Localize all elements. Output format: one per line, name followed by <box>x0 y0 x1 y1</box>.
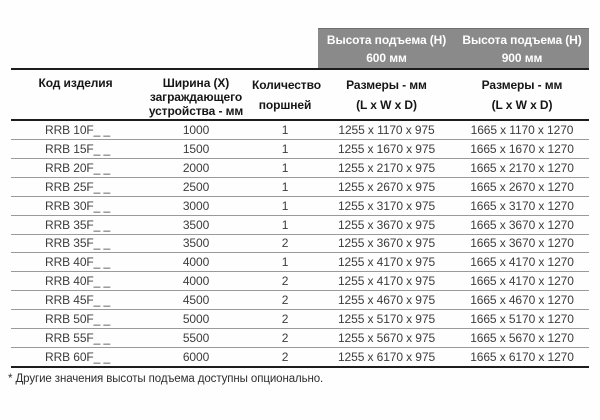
table-row <box>11 140 589 159</box>
cell-piston-count: 2 <box>281 331 289 346</box>
lift-height-900-value: 900 мм <box>501 50 543 65</box>
column-header-pistons <box>252 70 321 119</box>
table-row <box>11 178 589 197</box>
cell-barrier-width: 3500 <box>182 236 210 251</box>
table-row <box>11 291 589 310</box>
cell-dimensions-600: 1255 x 5170 x 975 <box>337 312 436 327</box>
column-header-row <box>11 70 589 119</box>
cell-dimensions-900: 1665 x 1170 x 1270 <box>470 122 574 137</box>
cell-product-code: RRB 40F_ _ <box>45 274 111 289</box>
column-header-width <box>140 70 252 119</box>
lift-height-band <box>11 28 589 68</box>
cell-product-code: RRB 20F_ _ <box>45 160 111 175</box>
cell-product-code: RRB 45F_ _ <box>45 293 111 308</box>
header-line: Размеры - мм <box>481 78 563 92</box>
cell-dimensions-900: 1665 x 4170 x 1270 <box>470 255 574 270</box>
cell-barrier-width: 6000 <box>182 350 210 365</box>
cell-barrier-width: 2500 <box>182 179 210 194</box>
cell-dimensions-600: 1255 x 4670 x 975 <box>337 293 436 308</box>
column-header-dims-600 <box>318 70 455 119</box>
cell-dimensions-900: 1665 x 5670 x 1270 <box>470 331 574 346</box>
divider-bottom <box>11 366 589 368</box>
cell-product-code: RRB 15F_ _ <box>45 141 111 156</box>
cell-dimensions-600: 1255 x 2170 x 975 <box>337 160 436 175</box>
cell-dimensions-900: 1665 x 3670 x 1270 <box>470 217 574 232</box>
cell-dimensions-600: 1255 x 6170 x 975 <box>337 350 436 365</box>
column-header-code: Код изделия <box>38 76 113 90</box>
cell-dimensions-600: 1255 x 3670 x 975 <box>337 217 436 232</box>
cell-product-code: RRB 30F_ _ <box>45 198 111 213</box>
cell-product-code: RRB 35F_ _ <box>45 217 111 232</box>
cell-barrier-width: 1500 <box>182 141 210 156</box>
cell-piston-count: 1 <box>281 255 289 270</box>
header-line: Размеры - мм <box>346 78 427 92</box>
header-line: Количество <box>252 78 321 92</box>
table-row <box>11 272 589 291</box>
cell-piston-count: 2 <box>281 350 289 365</box>
cell-dimensions-900: 1665 x 3170 x 1270 <box>470 198 574 213</box>
cell-dimensions-900: 1665 x 2170 x 1270 <box>470 160 574 175</box>
cell-dimensions-900: 1665 x 6170 x 1270 <box>470 350 574 365</box>
cell-product-code: RRB 35F_ _ <box>45 236 111 251</box>
cell-dimensions-600: 1255 x 4170 x 975 <box>337 274 436 289</box>
cell-dimensions-600: 1255 x 3170 x 975 <box>337 198 436 213</box>
lift-height-600-value: 600 мм <box>366 50 407 65</box>
cell-barrier-width: 3000 <box>182 198 210 213</box>
cell-barrier-width: 1000 <box>182 122 210 137</box>
cell-piston-count: 1 <box>281 217 289 232</box>
table-row <box>11 310 589 329</box>
cell-dimensions-600: 1255 x 5670 x 975 <box>337 331 436 346</box>
cell-dimensions-600: 1255 x 1670 x 975 <box>337 141 436 156</box>
header-line: устройства - мм <box>148 104 244 118</box>
cell-piston-count: 2 <box>281 293 289 308</box>
cell-dimensions-600: 1255 x 2670 x 975 <box>337 179 436 194</box>
cell-dimensions-600: 1255 x 3670 x 975 <box>337 236 436 251</box>
header-line: поршней <box>258 98 312 112</box>
cell-piston-count: 1 <box>281 179 289 194</box>
cell-piston-count: 1 <box>281 160 289 175</box>
table-row <box>11 159 589 178</box>
lift-height-600-title: Высота подъема (H) <box>326 32 447 47</box>
header-line: заграждающего <box>149 90 243 104</box>
table-row <box>11 216 589 235</box>
band-spacer <box>11 28 318 68</box>
cell-dimensions-600: 1255 x 4170 x 975 <box>337 255 436 270</box>
cell-product-code: RRB 60F_ _ <box>45 350 111 365</box>
cell-product-code: RRB 50F_ _ <box>45 312 111 327</box>
column-header-dims-900 <box>455 70 589 119</box>
cell-barrier-width: 4000 <box>182 255 210 270</box>
cell-barrier-width: 2000 <box>182 160 210 175</box>
cell-product-code: RRB 40F_ _ <box>45 255 111 270</box>
products-table <box>11 28 589 368</box>
lift-height-600-header <box>318 28 455 68</box>
cell-piston-count: 1 <box>281 122 289 137</box>
cell-piston-count: 2 <box>281 312 289 327</box>
cell-dimensions-900: 1665 x 4670 x 1270 <box>470 293 574 308</box>
cell-barrier-width: 5000 <box>182 312 210 327</box>
table-body <box>11 121 589 366</box>
table-row <box>11 253 589 272</box>
table-row <box>11 197 589 216</box>
footnote: * Другие значения высоты подъема доступны опционально. <box>8 373 324 385</box>
cell-product-code: RRB 55F_ _ <box>45 331 111 346</box>
header-line: (L x W x D) <box>491 98 553 112</box>
table-row <box>11 235 589 254</box>
cell-dimensions-900: 1665 x 1670 x 1270 <box>470 141 574 156</box>
cell-piston-count: 2 <box>281 274 289 289</box>
cell-product-code: RRB 25F_ _ <box>45 179 111 194</box>
header-line: Ширина (X) <box>162 76 230 90</box>
cell-barrier-width: 3500 <box>182 217 210 232</box>
table-row <box>11 121 589 140</box>
cell-dimensions-900: 1665 x 2670 x 1270 <box>470 179 574 194</box>
cell-barrier-width: 4500 <box>182 293 210 308</box>
lift-height-900-title: Высота подъема (H) <box>462 32 582 47</box>
cell-dimensions-600: 1255 x 1170 x 975 <box>338 122 435 137</box>
cell-piston-count: 1 <box>281 141 289 156</box>
cell-dimensions-900: 1665 x 3670 x 1270 <box>470 236 574 251</box>
cell-barrier-width: 5500 <box>182 331 210 346</box>
cell-barrier-width: 4000 <box>182 274 210 289</box>
cell-piston-count: 1 <box>281 198 289 213</box>
table-row <box>11 329 589 348</box>
cell-dimensions-900: 1665 x 5170 x 1270 <box>470 312 574 327</box>
header-line: (L x W x D) <box>356 98 417 112</box>
cell-product-code: RRB 10F_ _ <box>45 122 111 137</box>
table-row <box>11 348 589 366</box>
lift-height-900-header <box>455 28 589 68</box>
cell-dimensions-900: 1665 x 4170 x 1270 <box>470 274 574 289</box>
cell-piston-count: 2 <box>281 236 289 251</box>
